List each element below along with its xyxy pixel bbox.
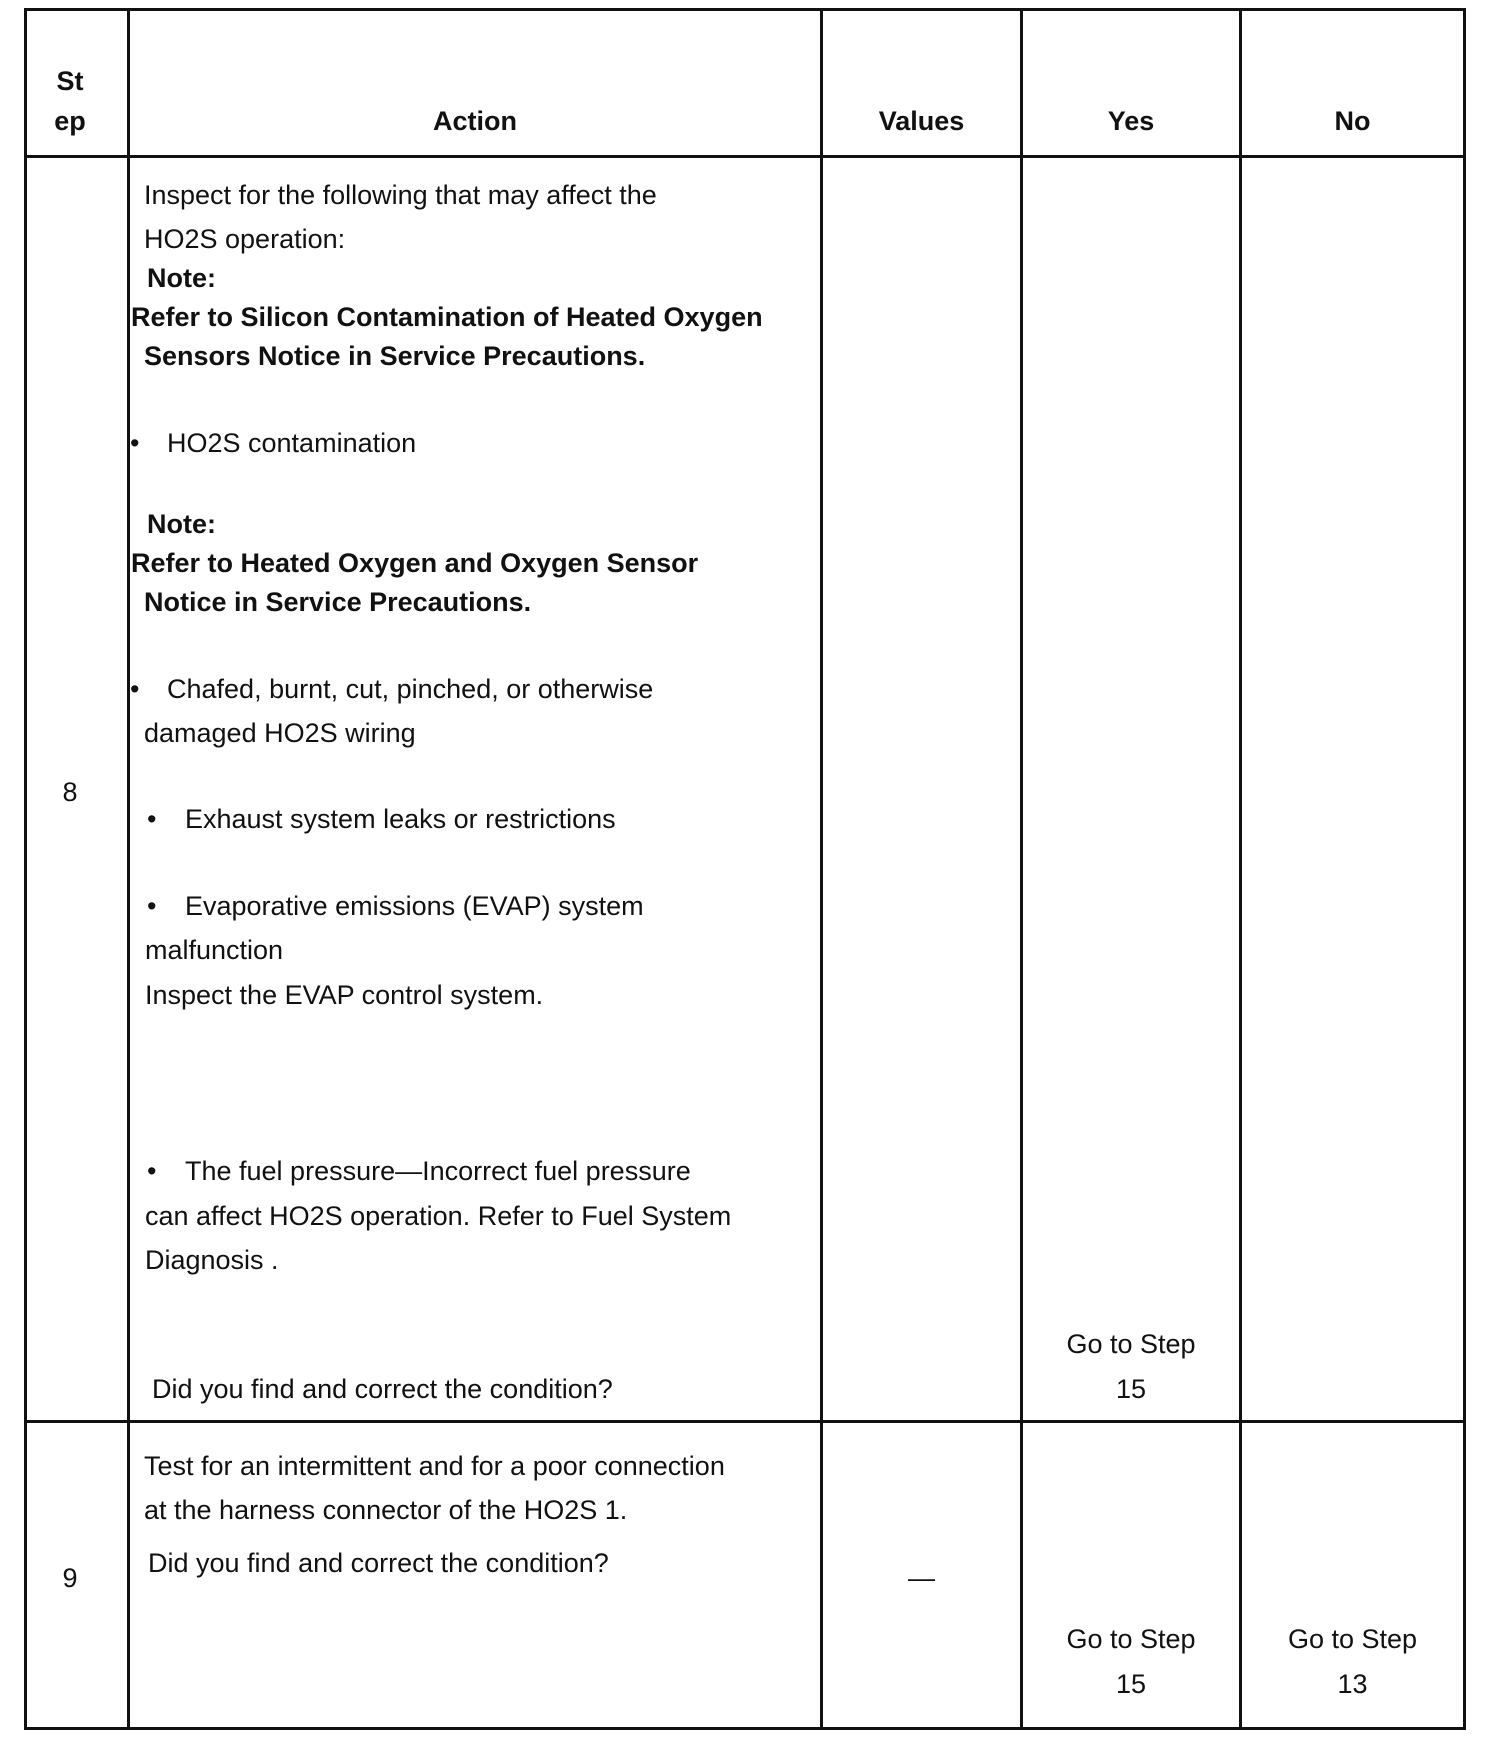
- step-number: 9: [62, 1563, 78, 1593]
- no-step-number: 13: [1337, 1669, 1368, 1699]
- note-text: Refer to Silicon Contamination of Heated Oxygen: [131, 302, 763, 332]
- action-bullet: Evaporative emissions (EVAP) system: [185, 891, 644, 921]
- bullet-icon: •: [147, 1156, 157, 1186]
- action-question: Did you find and correct the condition?: [148, 1548, 609, 1578]
- yes-step-number: 15: [1115, 1669, 1147, 1699]
- header-values: Values: [878, 106, 965, 136]
- header-no: No: [1334, 106, 1371, 136]
- bullet-icon: •: [130, 428, 140, 458]
- values-cell: —: [908, 1563, 935, 1593]
- header-step-line1: St: [56, 66, 84, 96]
- note-text: Refer to Heated Oxygen and Oxygen Sensor: [131, 548, 699, 578]
- action-text: HO2S operation:: [144, 224, 346, 254]
- header-step-line2: ep: [54, 106, 86, 136]
- column-divider: [1239, 8, 1242, 1730]
- header-yes: Yes: [1107, 106, 1155, 136]
- action-bullet: Chafed, burnt, cut, pinched, or otherwise: [167, 674, 654, 704]
- yes-step-number: 15: [1115, 1374, 1147, 1404]
- action-bullet: The fuel pressure—Incorrect fuel pressure: [185, 1156, 691, 1186]
- action-text: damaged HO2S wiring: [144, 718, 416, 748]
- row-divider: [24, 1420, 1466, 1423]
- bullet-icon: •: [147, 804, 157, 834]
- column-divider: [1020, 8, 1023, 1730]
- action-text: at the harness connector of the HO2S 1.: [144, 1495, 628, 1525]
- row-divider: [24, 155, 1466, 158]
- action-text: can affect HO2S operation. Refer to Fuel System: [145, 1201, 732, 1231]
- column-divider: [127, 8, 130, 1730]
- column-divider: [820, 8, 823, 1730]
- action-text: Diagnosis .: [145, 1245, 279, 1275]
- bullet-icon: •: [130, 674, 140, 704]
- yes-go-to-step: Go to Step: [1066, 1329, 1196, 1359]
- action-text: Test for an intermittent and for a poor connection: [144, 1451, 725, 1481]
- note-label: Note:: [147, 263, 216, 293]
- action-text: Inspect the EVAP control system.: [145, 980, 544, 1010]
- action-bullet: Exhaust system leaks or restrictions: [185, 804, 616, 834]
- action-bullet: HO2S contamination: [167, 428, 417, 458]
- no-go-to-step: Go to Step: [1287, 1624, 1418, 1654]
- note-text: Notice in Service Precautions.: [144, 587, 532, 617]
- header-action: Action: [433, 106, 517, 136]
- action-text: Inspect for the following that may affect the: [144, 180, 657, 210]
- note-label: Note:: [147, 509, 216, 539]
- action-text: malfunction: [145, 935, 284, 965]
- step-number: 8: [62, 777, 78, 807]
- yes-go-to-step: Go to Step: [1066, 1624, 1196, 1654]
- bullet-icon: •: [147, 891, 157, 921]
- note-text: Sensors Notice in Service Precautions.: [144, 341, 646, 371]
- action-question: Did you find and correct the condition?: [152, 1374, 613, 1404]
